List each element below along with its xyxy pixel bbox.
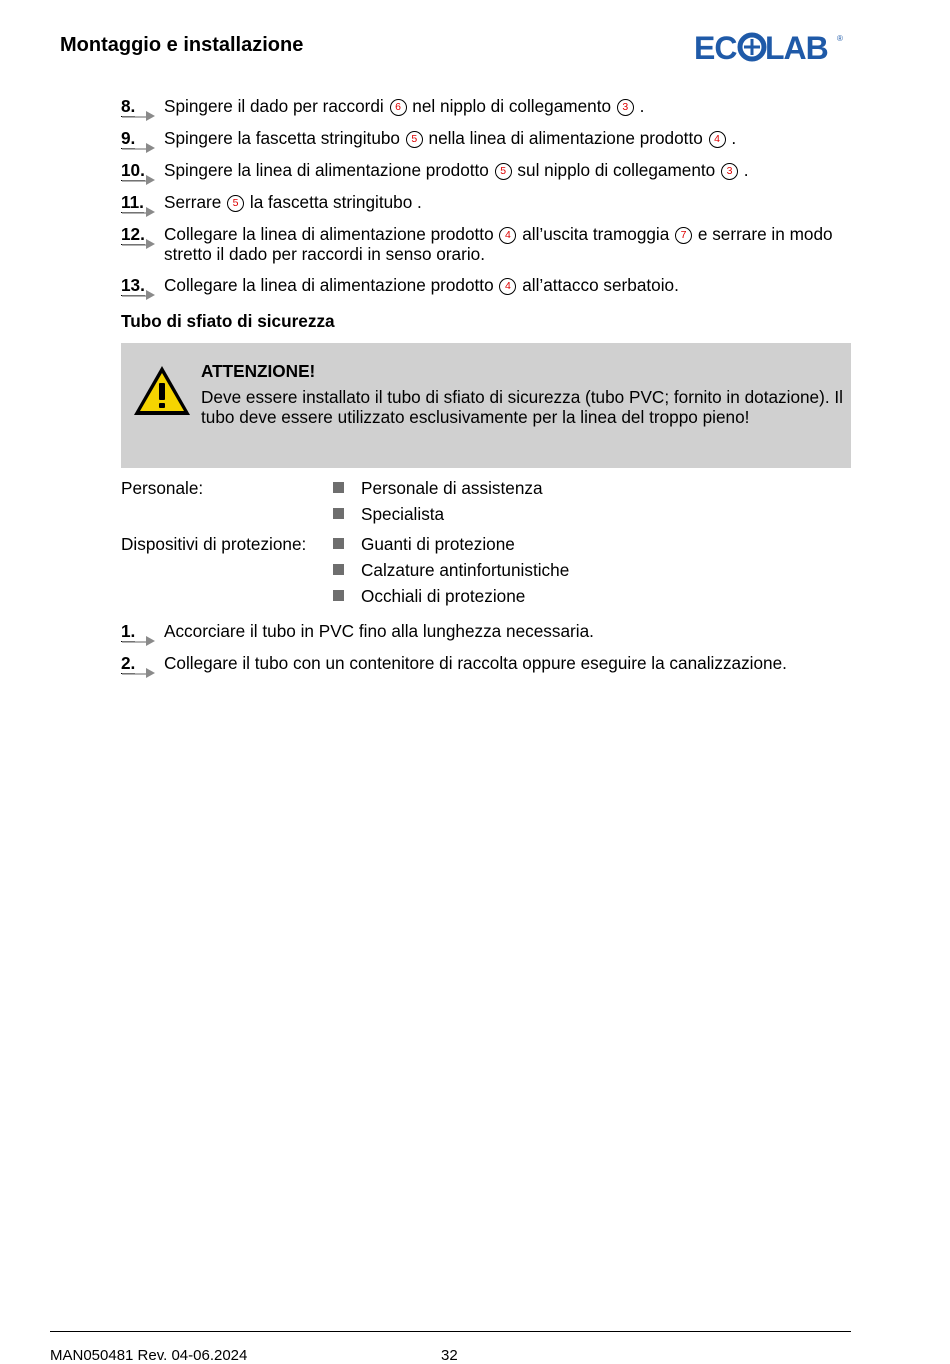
step-text-segment: nel nipplo di collegamento xyxy=(407,96,616,116)
step-number xyxy=(121,653,164,674)
requirement-text: Calzature antinfortunistiche xyxy=(361,560,570,580)
step-text-segment: all’attacco serbatoio. xyxy=(517,275,679,295)
protection-list xyxy=(333,534,733,612)
step-text xyxy=(164,160,851,181)
step-arrow-icon xyxy=(121,286,157,300)
step-number xyxy=(121,224,164,264)
step-item xyxy=(121,96,851,117)
step-text-segment: Accorciare il tubo in PVC fino alla lunghezza necessaria. xyxy=(164,621,594,641)
step-item xyxy=(121,160,851,181)
step-arrow-icon xyxy=(121,139,157,153)
step-number-text: 9. xyxy=(121,128,136,148)
ecolab-logo xyxy=(694,30,844,64)
step-text-segment: . xyxy=(726,128,737,148)
square-bullet-icon xyxy=(333,538,344,549)
step-item xyxy=(121,653,851,674)
page-header-title: Montaggio e installazione xyxy=(60,34,304,56)
reference-number: 5 xyxy=(406,131,423,148)
footer-document-id: MAN050481 Rev. 04-06.2024 xyxy=(50,1347,248,1364)
reference-number: 5 xyxy=(227,195,244,212)
step-number-text: 11. xyxy=(121,192,144,212)
step-text-segment: nella linea di alimentazione prodotto xyxy=(423,128,708,148)
square-bullet-icon xyxy=(333,508,344,519)
requirement-text: Occhiali di protezione xyxy=(361,586,526,606)
step-text xyxy=(164,224,851,264)
step-text-segment: . xyxy=(739,160,749,180)
step-text-segment: Spingere la linea di alimentazione prodotto xyxy=(164,160,494,180)
square-bullet-icon xyxy=(333,564,344,575)
section-heading: Tubo di sfiato di sicurezza xyxy=(121,311,335,331)
step-item xyxy=(121,621,851,642)
step-text-segment: all’uscita tramoggia xyxy=(517,224,675,244)
step-text-segment: la fascetta stringitubo . xyxy=(245,192,422,212)
step-text xyxy=(164,653,851,674)
requirement-item xyxy=(333,504,733,530)
square-bullet-icon xyxy=(333,482,344,493)
reference-number: 6 xyxy=(390,99,407,116)
step-number xyxy=(121,160,164,181)
step-text-segment: sul nipplo di collegamento xyxy=(512,160,720,180)
step-number-text: 10. xyxy=(121,160,145,180)
svg-text:EC: EC xyxy=(694,30,737,64)
step-number-text: 2. xyxy=(121,653,136,673)
step-text-segment: e serrare in modo stretto il dado per raccordi in senso orario. xyxy=(164,224,833,264)
step-item xyxy=(121,192,851,213)
footer-divider xyxy=(50,1331,851,1332)
personnel-list xyxy=(333,478,733,530)
step-text-segment: Spingere il dado per raccordi xyxy=(164,96,389,116)
protection-label: Dispositivi di protezione: xyxy=(121,534,307,554)
step-item xyxy=(121,128,851,149)
square-bullet-icon xyxy=(333,590,344,601)
requirement-text: Guanti di protezione xyxy=(361,534,515,554)
svg-text:®: ® xyxy=(837,34,843,43)
step-text xyxy=(164,275,851,296)
requirement-text: Personale di assistenza xyxy=(361,478,543,498)
requirement-item xyxy=(333,534,733,560)
step-text xyxy=(164,96,851,117)
step-text-segment: . xyxy=(634,96,645,116)
step-number xyxy=(121,275,164,296)
step-arrow-icon xyxy=(121,632,157,646)
step-text xyxy=(164,621,851,642)
reference-number: 4 xyxy=(499,227,516,244)
step-item xyxy=(121,275,851,296)
requirement-item xyxy=(333,586,733,612)
footer-page-number: 32 xyxy=(441,1347,458,1364)
step-text xyxy=(164,192,851,213)
step-text-segment: Collegare la linea di alimentazione prodotto xyxy=(164,275,499,295)
warning-title: ATTENZIONE! xyxy=(201,361,316,381)
warning-triangle-icon xyxy=(131,363,193,419)
step-number xyxy=(121,621,164,642)
requirement-item xyxy=(333,560,733,586)
install-steps-list xyxy=(121,96,851,307)
step-text-segment: Spingere la fascetta stringitubo xyxy=(164,128,405,148)
requirement-item xyxy=(333,478,733,504)
step-text-segment: Collegare il tubo con un contenitore di raccolta oppure eseguire la canalizzazione. xyxy=(164,653,787,673)
step-number xyxy=(121,192,164,213)
step-arrow-icon xyxy=(121,171,157,185)
warning-box xyxy=(121,343,851,468)
step-number xyxy=(121,128,164,149)
step-text-segment: Collegare la linea di alimentazione prodotto xyxy=(164,224,499,244)
step-number-text: 13. xyxy=(121,275,145,295)
step-text xyxy=(164,128,851,149)
tube-steps-list xyxy=(121,621,851,685)
warning-text: Deve essere installato il tubo di sfiato di sicurezza (tubo PVC; fornito in dotazione). Il tubo deve essere utilizzato esclusivamente per la linea del troppo pieno! xyxy=(201,387,843,427)
step-number-text: 1. xyxy=(121,621,136,641)
reference-number: 5 xyxy=(495,163,512,180)
step-number-text: 8. xyxy=(121,96,136,116)
reference-number: 3 xyxy=(721,163,738,180)
reference-number: 4 xyxy=(709,131,726,148)
reference-number: 3 xyxy=(617,99,634,116)
step-arrow-icon xyxy=(121,107,157,121)
step-item xyxy=(121,224,851,264)
reference-number: 7 xyxy=(675,227,692,244)
step-arrow-icon xyxy=(121,235,157,249)
step-number-text: 12. xyxy=(121,224,145,244)
step-arrow-icon xyxy=(121,664,157,678)
svg-text:LAB: LAB xyxy=(765,30,828,64)
personnel-label: Personale: xyxy=(121,478,204,498)
reference-number: 4 xyxy=(499,278,516,295)
step-arrow-icon xyxy=(121,203,157,217)
step-number xyxy=(121,96,164,117)
step-text-segment: Serrare xyxy=(164,192,227,212)
requirement-text: Specialista xyxy=(361,504,445,524)
